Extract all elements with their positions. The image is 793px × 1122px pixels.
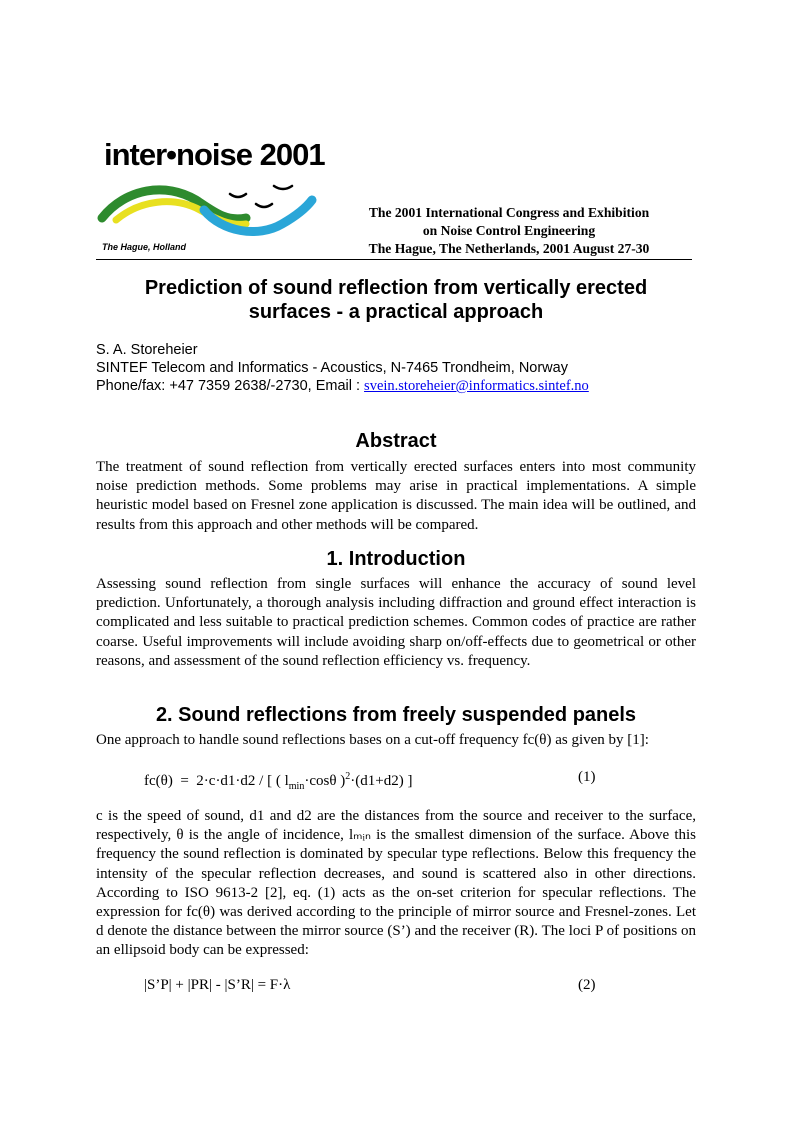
- author-block: [96, 341, 589, 395]
- conference-line-3: The Hague, The Netherlands, 2001 August 27-30: [368, 241, 650, 256]
- author-affiliation: SINTEF Telecom and Informatics - Acoustics, N-7465 Trondheim, Norway: [96, 360, 568, 376]
- paper-title-line-2: surfaces - a practical approach: [248, 301, 544, 323]
- logo-waves-graphic: [96, 174, 332, 244]
- paper-title-line-1: Prediction of sound reflection from vertically erected: [144, 277, 648, 299]
- conference-line-1: The 2001 International Congress and Exhibition: [368, 205, 650, 220]
- author-name: S. A. Storeheier: [96, 342, 198, 358]
- introduction-heading: 1. Introduction: [326, 548, 466, 570]
- logo-subtitle: The Hague, Holland: [102, 242, 187, 252]
- section-2-paragraph-text: is the speed of sound, d1 and d2 are the distances from the source and receiver to the surface, respectively, θ is the angle of incidence, lₘᵢₙ is the smallest dimension of the surface. Above this frequency the sound reflection is dominated by specular type reflections. Below this frequency the intensity of the specular reflection decreases, and sound is scattered also in other directions. According to ISO 9613-2 [2], eq. (1) acts as the on-set criterion for specular reflections. The expression for fc(θ) was derived according to the principle of mirror source and Fresnel-zones. Let d denote the distance between the mirror source (S’) and the receiver (R). The loci P of positions on an ellipsoid body can be expressed:: [96, 808, 696, 959]
- abstract-heading: Abstract: [355, 430, 437, 452]
- header-rule: [96, 259, 692, 260]
- paper-title: [96, 276, 696, 324]
- introduction-text: Assessing sound reflection from single surfaces will enhance the accuracy of sound level prediction. Unfortunately, a thorough analysis including diffraction and ground effect interaction is complicated and less suitable to practical prediction schemes. Common codes of practice are rather coarse. Useful improvements will include avoiding sharp on/off-effects due to geometrical or other reasons, and assessment of the sound reflection efficiency vs. frequency.: [96, 576, 696, 669]
- conference-line-2: on Noise Control Engineering: [422, 223, 596, 238]
- section-2-heading: 2. Sound reflections from freely suspended panels: [155, 704, 637, 726]
- equation-1: fc(θ) = 2·c·d1·d2 / [ ( $l_{min}\cdot\cos\theta$ )$^2$·(d1+d2) ]: [144, 771, 413, 792]
- equation-2: |S’P| + |PR| - |S’R| = F·λ: [144, 977, 291, 993]
- contact-prefix: Phone/fax: +47 7359 2638/-2730, Email :: [96, 378, 365, 394]
- logo-wordmark: inter•noise 2001: [104, 137, 325, 172]
- author-contact: [96, 377, 589, 395]
- abstract-text: The treatment of sound reflection from vertically erected surfaces enters into most community noise prediction methods. Some problems may arise in practical implementations. A simple heuristic model based on Fresnel zone application is discussed. The main idea will be outlined, and results from this approach and other methods will be compared.: [96, 459, 696, 533]
- equation-1-number: (1): [578, 769, 596, 785]
- section-2-paragraph: c is the speed of sound, d1 and d2 are the distances from the source and receiver to the surface, respectively, θ is the angle of incidence, lₘᵢₙ is the smallest dimension of the surface. Above this frequency the sound reflection is dominated by specular type reflections. Below this frequency the intensity of the specular reflection decreases, and sound is scattered also in other directions. According to ISO 9613-2 [2], eq. (1) acts as the on-set criterion for specular reflections. The expression for fc(θ) was derived according to the principle of mirror source and Fresnel-zones. Let d denote the distance between the mirror source (S’) and the receiver (R). The loci P of positions on an ellipsoid body can be expressed:: [96, 808, 696, 959]
- equation-2-number: (2): [578, 977, 596, 993]
- author-email-link[interactable]: svein.storeheier@informatics.sintef.no: [364, 378, 589, 394]
- conference-info: [336, 204, 682, 258]
- section-2-lead: One approach to handle sound reflections bases on a cut-off frequency fc(θ) as given by [1]:: [96, 732, 649, 748]
- conference-logo: [96, 132, 332, 258]
